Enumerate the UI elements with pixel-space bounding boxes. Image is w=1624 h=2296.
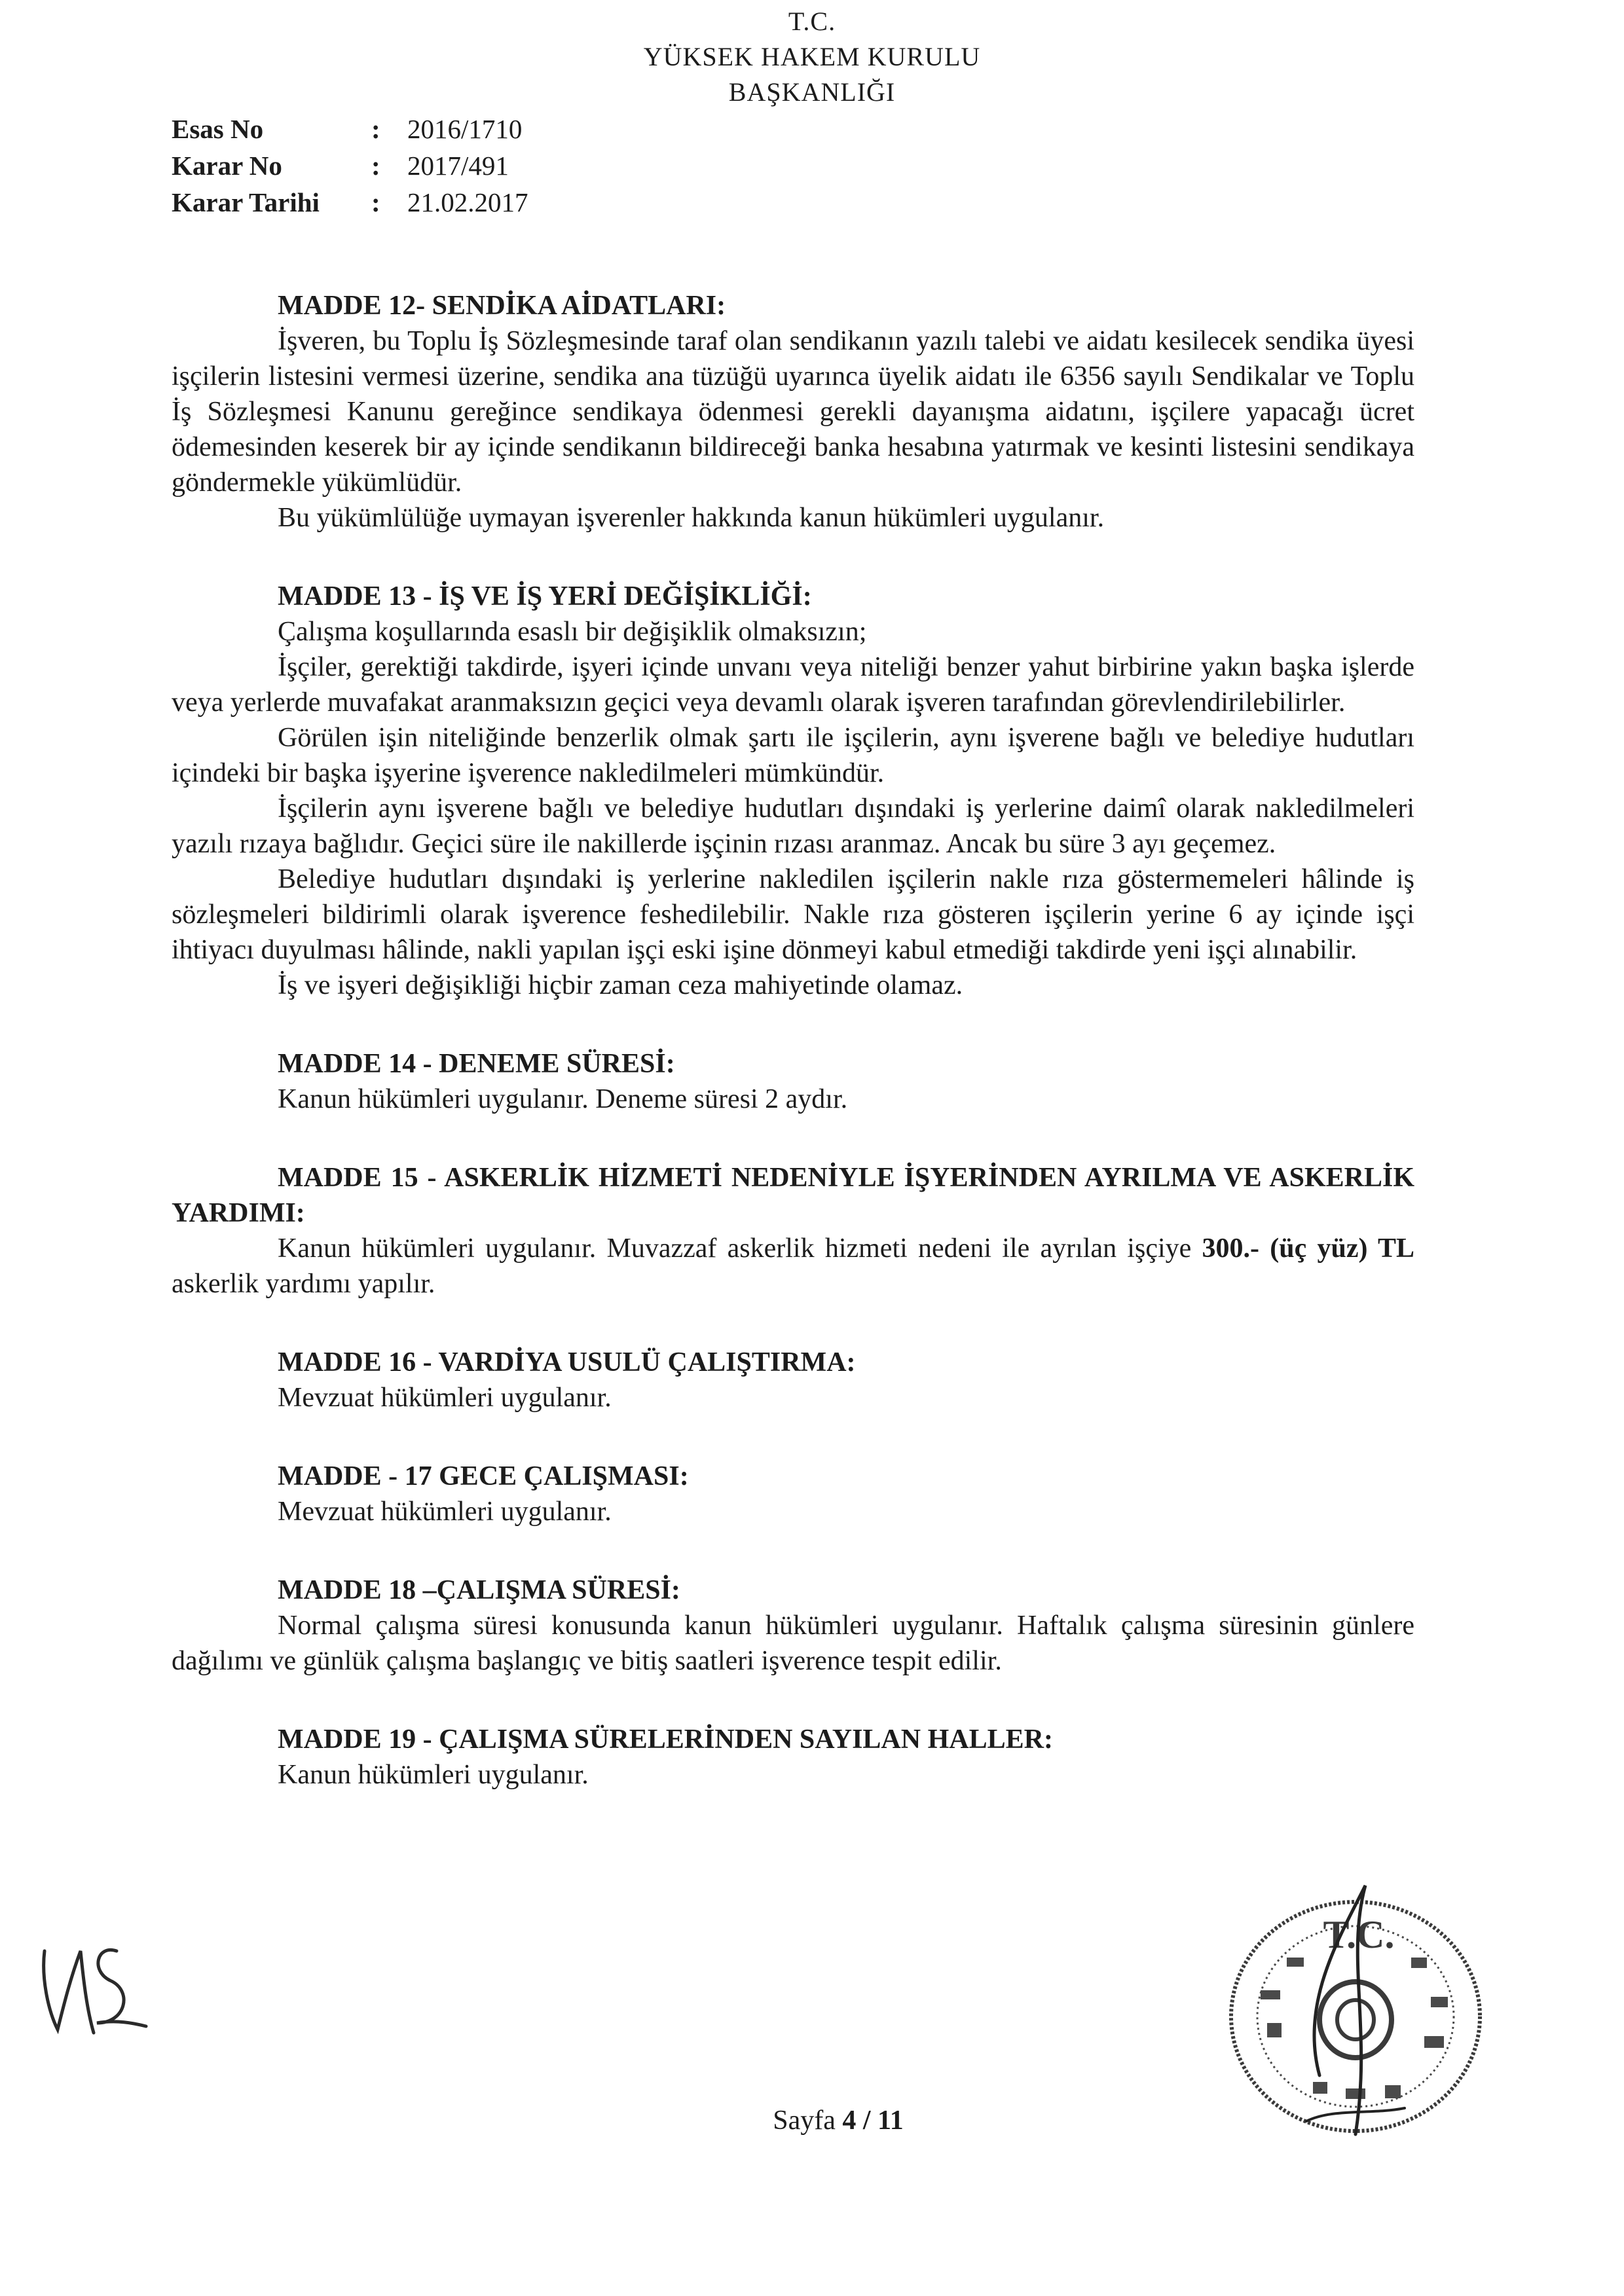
handwritten-initials	[18, 1925, 149, 2056]
paragraph: Belediye hudutları dışındaki iş yerlerine nakledilen işçilerin nakle rıza göstermemeleri hâlinde iş sözleşmeleri bildirimli olarak işverence feshedilebilir. Nakle rıza gösteren işçilerin yerine 6 ay içinde işçi ihtiyacı duyulması hâlinde, nakli yapılan işçi eski işine dönmeyi kabul etmediği takdirde yeni işçi alınabilir.	[172, 864, 1414, 965]
paragraph: Kanun hükümleri uygulanır. Deneme süresi 2 aydır.	[278, 1084, 848, 1114]
paragraph: Kanun hükümleri uygulanır.	[278, 1760, 589, 1790]
paragraph: Normal çalışma süresi konusunda kanun hükümleri uygulanır. Haftalık çalışma süresinin günlere dağılımı ve günlük çalışma başlangıç ve bitiş saatleri işverence tespit edilir.	[172, 1611, 1414, 1676]
article-12	[172, 288, 1414, 536]
separator: :	[371, 151, 380, 181]
esas-no-label: Esas No	[172, 114, 264, 144]
paragraph: Mevzuat hükümleri uygulanır.	[278, 1383, 612, 1413]
article-19	[172, 1722, 1414, 1793]
paragraph	[172, 1231, 1414, 1302]
separator: :	[371, 114, 380, 144]
institution-heading	[576, 4, 1048, 110]
karar-tarihi-label: Karar Tarihi	[172, 187, 320, 217]
paragraph: Görülen işin niteliğinde benzerlik olmak şartı ile işçilerin, aynı işverene bağlı ve belediye hudutları içindeki bir başka işyerine işverence nakledilmeleri mümkündür.	[172, 723, 1414, 788]
paragraph: İş ve işyeri değişikliği hiçbir zaman ceza mahiyetinde olamaz.	[278, 970, 963, 1000]
svg-text:T.C.: T.C.	[1323, 1913, 1395, 1956]
paragraph-text: Kanun hükümleri uygulanır. Muvazzaf askerlik hizmeti nedeni ile ayrılan işçiye	[278, 1233, 1202, 1264]
paragraph: Çalışma koşullarında esaslı bir değişiklik olmaksızın;	[278, 617, 867, 647]
page-prefix: Sayfa	[773, 2105, 843, 2136]
institution-line-1: T.C.	[788, 7, 836, 36]
article-title: MADDE 13 - İŞ VE İŞ YERİ DEĞİŞİKLİĞİ:	[278, 581, 812, 611]
article-title: MADDE - 17 GECE ÇALIŞMASI:	[278, 1461, 689, 1491]
article-17	[172, 1459, 1414, 1529]
article-14	[172, 1046, 1414, 1117]
karar-no-label: Karar No	[172, 151, 282, 181]
karar-tarihi-value: 21.02.2017	[407, 187, 528, 217]
case-info-row	[172, 148, 604, 185]
page-count: 4 / 11	[842, 2105, 904, 2136]
institution-line-3: BAŞKANLIĞI	[728, 77, 896, 107]
article-15	[172, 1160, 1414, 1302]
article-18	[172, 1573, 1414, 1679]
institution-line-2: YÜKSEK HAKEM KURULU	[643, 42, 981, 71]
article-title: MADDE 19 - ÇALIŞMA SÜRELERİNDEN SAYILAN HALLER:	[278, 1724, 1053, 1755]
article-title: MADDE 16 - VARDİYA USULÜ ÇALIŞTIRMA:	[278, 1347, 856, 1377]
paragraph: Bu yükümlülüğe uymayan işverenler hakkında kanun hükümleri uygulanır.	[278, 503, 1105, 533]
paragraph: Mevzuat hükümleri uygulanır.	[278, 1497, 612, 1527]
case-info-row	[172, 185, 604, 221]
article-title: MADDE 14 - DENEME SÜRESİ:	[278, 1049, 675, 1079]
page-number	[747, 2105, 930, 2136]
paragraph: İşçiler, gerektiği takdirde, işyeri içinde unvanı veya niteliği benzer yahut birbirine yakın başka işlerde veya yerlerde muvafakat aranmaksızın geçici veya devamlı olarak işveren tarafından görevlendirilebilirler.	[172, 652, 1414, 718]
case-info-row	[172, 111, 604, 148]
article-title: MADDE 12- SENDİKA AİDATLARI:	[278, 291, 726, 321]
article-title: MADDE 18 –ÇALIŞMA SÜRESİ:	[278, 1575, 680, 1605]
article-title: MADDE 15 - ASKERLİK HİZMETİ NEDENİYLE İŞYERİNDEN AYRILMA VE ASKERLİK YARDIMI:	[172, 1163, 1414, 1228]
amount-text: 300.- (üç yüz) TL	[1202, 1233, 1414, 1264]
document-header	[0, 0, 1624, 275]
official-seal	[1215, 1859, 1496, 2154]
paragraph: İşçilerin aynı işverene bağlı ve belediye hudutları dışındaki iş yerlerine daimî olarak nakledilmeleri yazılı rızaya bağlıdır. Geçici süre ile nakillerde işçinin rızası aranmaz. Ancak bu süre 3 ayı geçemez.	[172, 793, 1414, 859]
karar-no-value: 2017/491	[407, 151, 509, 181]
paragraph-text: askerlik yardımı yapılır.	[172, 1269, 435, 1299]
case-info	[172, 111, 604, 221]
article-16	[172, 1345, 1414, 1415]
separator: :	[371, 187, 380, 217]
article-13	[172, 579, 1414, 1003]
paragraph: İşveren, bu Toplu İş Sözleşmesinde taraf olan sendikanın yazılı talebi ve aidatı kesilecek sendika üyesi işçilerin listesini vermesi üzerine, sendika ana tüzüğü uyarınca üyelik aidatı ile 6356 sayılı Sendikalar ve Toplu İş Sözleşmesi Kanunu gereğince sendikaya ödenmesi gerekli dayanışma aidatını, işçilere yapacağı ücret ödemesinden keserek bir ay içinde sendikanın bildireceği banka hesabına yatırmak ve kesinti listesini sendikaya göndermekle yükümlüdür.	[172, 326, 1414, 498]
esas-no-value: 2016/1710	[407, 114, 523, 144]
document-body	[172, 288, 1414, 1793]
